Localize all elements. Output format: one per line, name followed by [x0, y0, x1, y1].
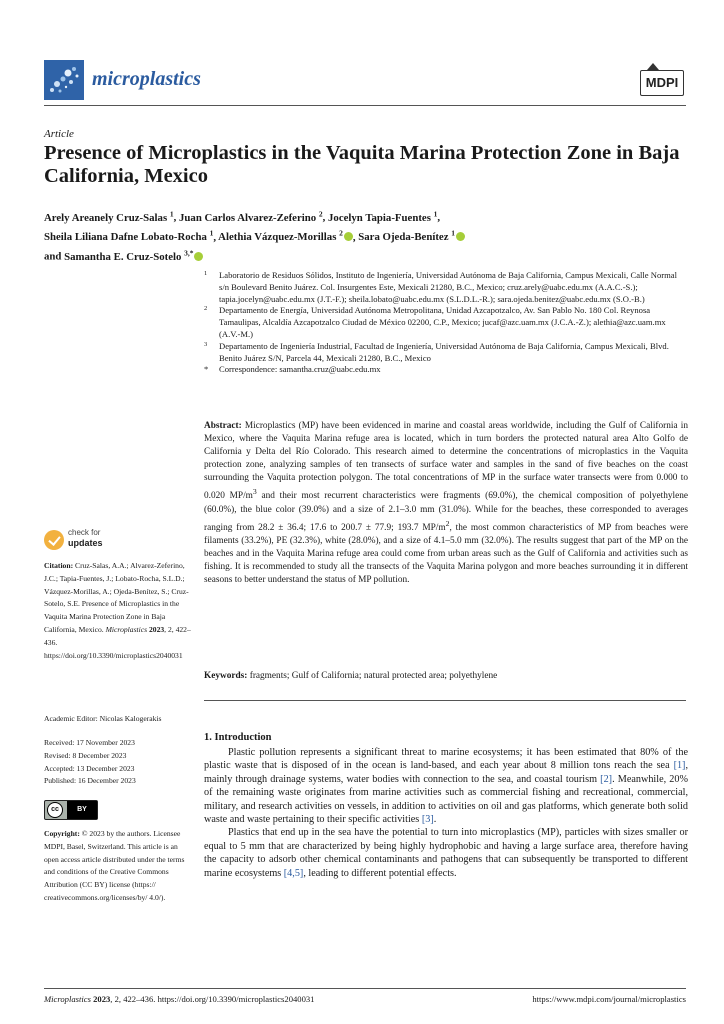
paragraph: Plastic pollution represents a significant threat to marine ecosystems; it has been estimated that 80% of the plastic waste that is disposed of in the ocean is land-based, and each year about 8 million tons reach the sea [1], mainly through drainage systems, water bodies with connection to the sea, and coastal tourism [2]. Meanwhile, 20% of the remaining waste originates from marine activities such as commercial fishing and recreational, commercial, military, and research activities on vessels, in addition to activities on oil and gas platforms, which generate both solid waste and waste pertaining to their specific activities [3].	[204, 747, 688, 826]
author[interactable]: Jocelyn Tapia-Fuentes $^1$	[328, 209, 438, 224]
abstract-label: Abstract:	[204, 421, 242, 431]
publication-dates: Received: 17 November 2023 Revised: 8 December 2023 Accepted: 13 December 2023 Published: 16 December 2023	[44, 738, 136, 786]
affiliation: 3 Departamento de Ingeniería Industrial, Facultad de Ingeniería, Universidad Autónoma de Baja California, Campus Mexicali, Blvd. Benito Juárez S/N, Parcela 44, Mexicali 21280, B.C., Mexico	[204, 340, 669, 363]
reference-link[interactable]: [1]	[673, 760, 686, 772]
footer-citation: Microplastics 2023, 2, 422–436. https://doi.org/10.3390/microplastics2040031	[44, 994, 315, 1004]
reference-link[interactable]: [2]	[600, 773, 613, 785]
section-title-introduction: 1. Introduction	[204, 732, 272, 743]
footer-divider	[44, 988, 686, 989]
author[interactable]: Alethia Vázquez-Morillas $^2$	[218, 231, 353, 243]
reference-link[interactable]: [4,5]	[283, 867, 304, 879]
citation: Citation: Cruz-Salas, A.A.; Alvarez-Zeferino, J.C.; Tapia-Fuentes, J.; Lobato-Rocha, S.L.D.; Vázquez-Morillas, A.; Ojeda-Benítez, S.; Cruz-Sotelo, S.E. Presence of Microplastics in the Vaquita Marina Protection Zone in Baja California, Mexico. Microplastics 2023, 2, 422–436. https://doi.org/10.3390/microplastics2040031	[44, 561, 191, 660]
correspondence: * Correspondence: samantha.cruz@uabc.edu.mx	[204, 364, 381, 375]
cc-icon: cc	[47, 802, 63, 818]
article-title: Presence of Microplastics in the Vaquita Marina Protection Zone in Baja California, Mexico	[44, 142, 680, 187]
article-type: Article	[44, 128, 74, 140]
journal-name[interactable]: microplastics	[92, 68, 201, 90]
affiliations	[204, 270, 688, 376]
orcid-icon[interactable]	[194, 252, 203, 261]
introduction-text	[204, 746, 688, 880]
affiliation: 2 Departamento de Energía, Universidad Autónoma Metropolitana, Unidad Azcapotzalco, Av. San Pablo No. 180 Col. Reynosa Tamaulipas, Alcaldía Azcapotzalco Ciudad de México 02200, C.P., Mexico; jucaf@azc.uam.mx (J.C.A.-Z.); alethia@azc.uam.mx (A.V.-M.)	[204, 305, 666, 339]
section-divider	[204, 700, 686, 701]
keywords: Keywords: fragments; Gulf of California; natural protected area; polyethylene	[204, 671, 498, 681]
check-updates-icon	[44, 530, 64, 550]
reference-link[interactable]: [3]	[421, 814, 434, 826]
orcid-icon[interactable]	[456, 232, 465, 241]
journal-logo-icon	[44, 60, 84, 100]
author[interactable]: Sheila Liliana Dafne Lobato-Rocha $^1$	[44, 228, 214, 244]
mdpi-logo[interactable]: MDPI	[640, 70, 684, 96]
abstract: Abstract: Microplastics (MP) have been evidenced in marine and coastal areas worldwide, including the Gulf of California in Mexico, where the Vaquita Marina refuge area is located, which in turn borders the protected natural area Alto Golfo de California y Delta del Río Colorado. This research aimed to determine the concentrations of microplastics in the Vaquita protection zone, analyzing samples of ten transects of surface water and samples in the sand of five beaches on the coast surrounding the Vaquita protection polygon. The total concentrations of MP in the surface water transects were from 0.000 to 0.020 $MP/m^3$ and their most recurrent characteristics were fragments (69.0%), the chemical composition of polyethylene (60.0%), the blue color (39.0%) and a size of 2.1–3.0 mm (31.0%). While for the beaches, these corresponded to averages ranging from 28.2 ± 36.4; 17.6 to 200.7 ± 77.9; 193.7 $MP/m^2$, the most common characteristics of MP from beaches were filaments (33.2%), PE (32.3%), white (28.0%), and a size of 4.1–5.0 mm (32.0%). The results suggest that part of the MP on the beaches and in the Vaquita Marina refuge area could come from urban areas such as the Gulf of California and activities such as fishing. It is recommended to study all the transects of the Vaquita Marina polygon and more beaches surrounding it in different seasons to better understand the status of MP pollution.	[204, 421, 688, 586]
journal-header	[44, 60, 684, 100]
author-list: Arely Areanely Cruz-Salas $^1$, Juan Carlos Alvarez-Zeferino $^2$, Jocelyn Tapia-Fuentes $^1$, Sheila Liliana Dafne Lobato-Rocha $^1$, Alethia Vázquez-Morillas $^2$ , Sara Ojeda-Benítez $^1$ and Samantha E. Cruz-Sotelo $^{3,*}$	[44, 206, 689, 265]
author[interactable]: Juan Carlos Alvarez-Zeferino $^2$	[179, 209, 323, 224]
author[interactable]: Arely Areanely Cruz-Salas $^1$	[44, 209, 174, 224]
orcid-icon[interactable]	[344, 232, 353, 241]
header-divider	[44, 105, 686, 106]
keywords-label: Keywords:	[204, 671, 248, 681]
author[interactable]: Samantha E. Cruz-Sotelo $^{3,*}$	[64, 251, 203, 263]
authors-and: and	[44, 250, 62, 263]
by-icon: BY	[67, 801, 97, 819]
check-for-updates-button[interactable]: check for updates	[44, 524, 164, 554]
author[interactable]: Sara Ojeda-Benítez $^1$	[358, 231, 465, 243]
affiliation: 1 Laboratorio de Residuos Sólidos, Instituto de Ingeniería, Universidad Autónoma de Baja California, Campus Mexicali, Calle Normal s/n Boulevard Benito Juárez. Col. Insurgentes Este, Mexicali 21280, B.C., Mexico; cruz.arely@uabc.edu.mx (A.A.C.-S.); tapia.jocelyn@uabc.edu.mx (J.T.-F.); sheila.lobato@uabc.edu.mx (S.L.D.L.-R.); sara.ojeda.benitez@uabc.edu.mx (S.O.-B.)	[204, 270, 677, 304]
cc-by-license-badge[interactable]	[44, 800, 98, 820]
copyright: Copyright: © 2023 by the authors. Licensee MDPI, Basel, Switzerland. This article is an open access article distributed under the terms and conditions of the Creative Commons Attribution (CC BY) license (https:// creativecommons.org/licenses/by/ 4.0/).	[44, 829, 185, 902]
footer-journal-url[interactable]: https://www.mdpi.com/journal/microplastics	[532, 994, 686, 1004]
paragraph: Plastics that end up in the sea have the potential to turn into microplastics (MP), particles with sizes smaller or equal to 5 mm that are characterized by being highly hydrophobic and having a large surface area, therefore having the capacity to adsorb other chemical contaminants and pathogens that can subsequently be transported to different marine ecosystems [4,5], leading to different potential effects.	[204, 827, 688, 879]
academic-editor: Academic Editor: Nicolas Kalogerakis	[44, 714, 162, 723]
